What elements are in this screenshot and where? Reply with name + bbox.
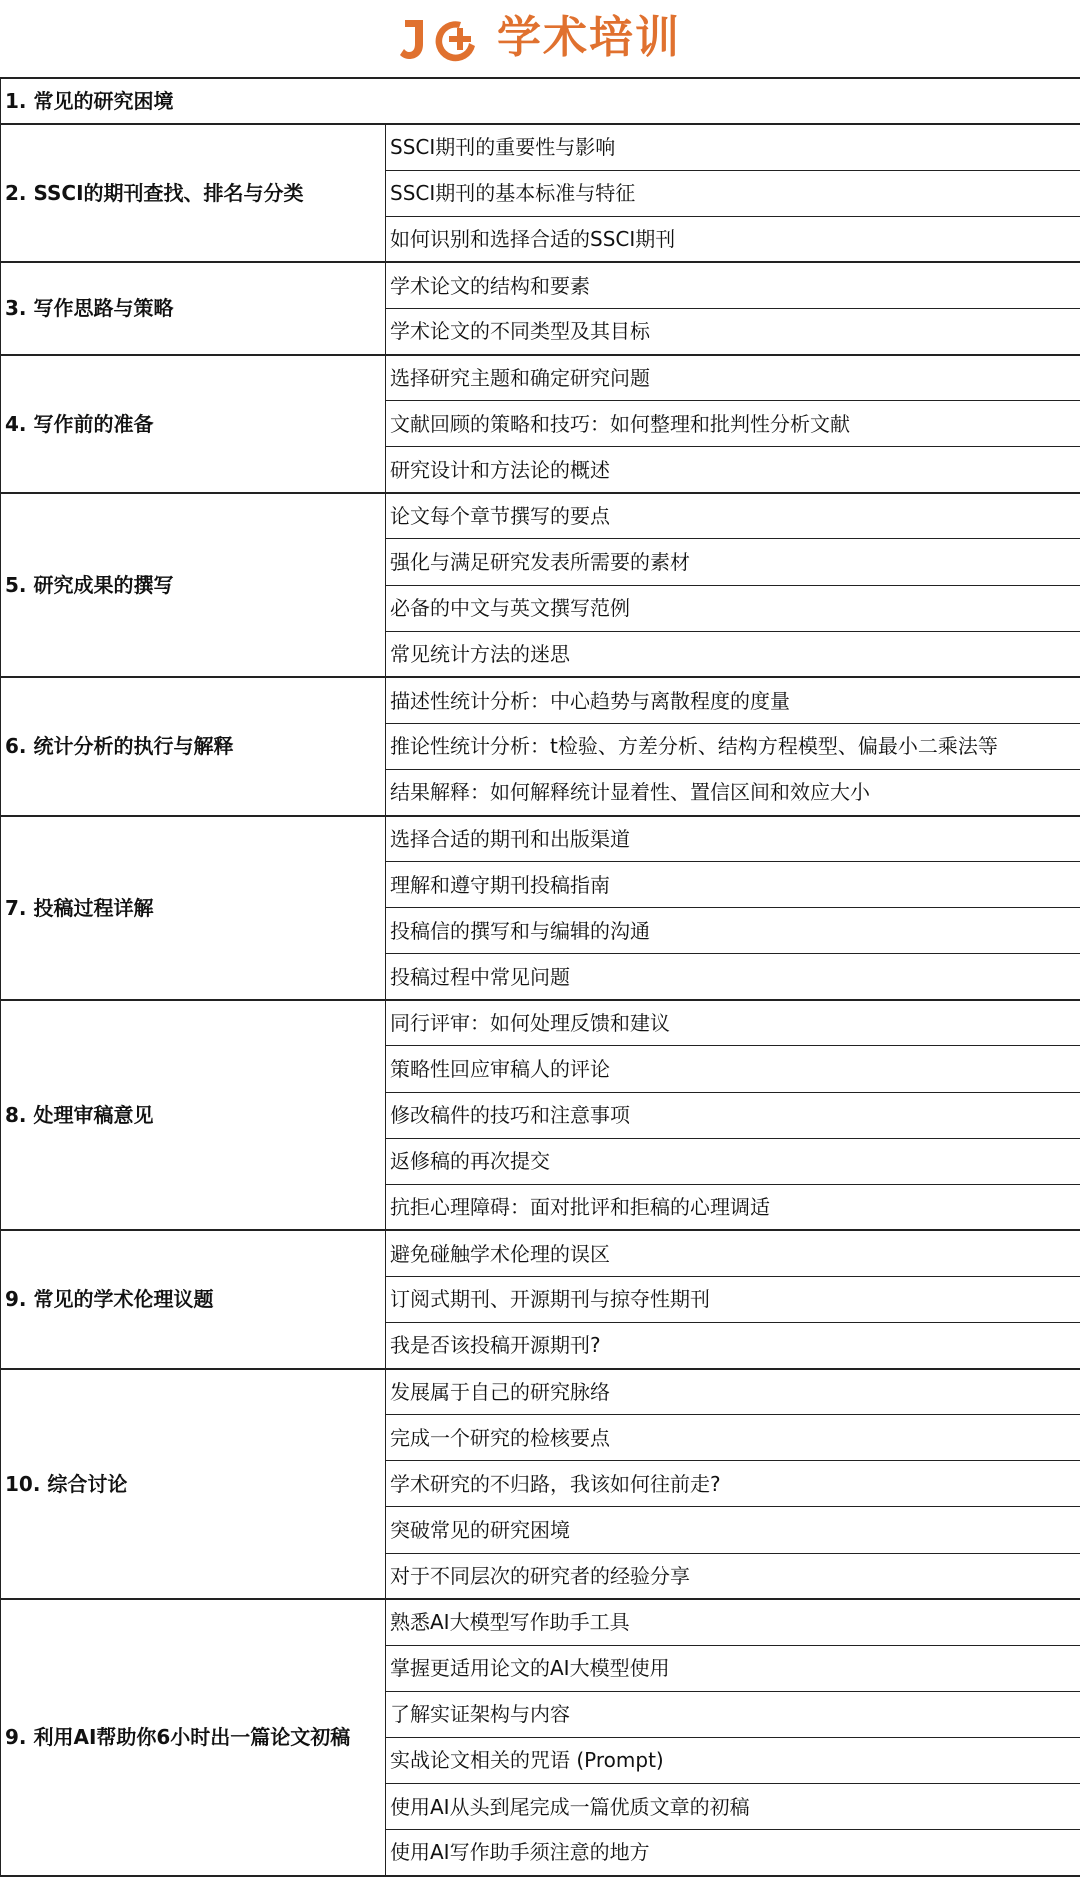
topic-item: 文献回顾的策略和技巧：如何整理和批判性分析文献	[386, 401, 1080, 447]
topic-item: 必备的中文与英文撰写范例	[386, 585, 1080, 631]
topic-item: 学术研究的不归路，我该如何往前走?	[386, 1461, 1080, 1507]
topic-row	[1, 1230, 1080, 1276]
jg-logo-icon	[399, 12, 489, 64]
brand-title: 学术培训	[497, 12, 681, 63]
topic-item: 突破常见的研究困境	[386, 1507, 1080, 1553]
topic-item: SSCI期刊的基本标准与特征	[386, 170, 1080, 216]
topic-item: 推论性统计分析：t检验、方差分析、结构方程模型、偏最小二乘法等	[386, 723, 1080, 769]
topic-item: 理解和遵守期刊投稿指南	[386, 862, 1080, 908]
topic-item: 修改稿件的技巧和注意事项	[386, 1092, 1080, 1138]
topic-item: 描述性统计分析：中心趋势与离散程度的度量	[386, 677, 1080, 723]
topic-item: 选择合适的期刊和出版渠道	[386, 816, 1080, 862]
section-title: 1. 常见的研究困境	[5, 89, 174, 114]
topic-item: 熟悉AI大模型写作助手工具	[386, 1599, 1080, 1645]
topic-item: 如何识别和选择合适的SSCI期刊	[390, 227, 676, 252]
topic-item: 使用AI写作助手须注意的地方	[390, 1840, 650, 1865]
section-title: 6. 统计分析的执行与解释	[1, 677, 386, 815]
section-title: 9. 利用AI帮助你6小时出一篇论文初稿	[1, 1599, 386, 1876]
topic-item: 常见统计方法的迷思	[390, 641, 570, 666]
topic-item: 我是否该投稿开源期刊?	[390, 1333, 601, 1358]
section-title: 5. 研究成果的撰写	[1, 493, 386, 677]
section-title: 4. 写作前的准备	[1, 355, 386, 493]
topic-item: 论文每个章节撰写的要点	[386, 493, 1080, 539]
topic-row	[1, 262, 1080, 308]
topic-row	[1, 355, 1080, 401]
topic-item: 投稿过程中常见问题	[390, 964, 570, 989]
topic-row	[1, 1369, 1080, 1415]
topic-item: 策略性回应审稿人的评论	[386, 1046, 1080, 1092]
section-row	[1, 78, 1080, 124]
section-title: 10. 综合讨论	[1, 1369, 386, 1599]
topic-item: 掌握更适用论文的AI大模型使用	[386, 1645, 1080, 1691]
topic-item: 返修稿的再次提交	[386, 1138, 1080, 1184]
topic-item: 实战论文相关的咒语 (Prompt)	[386, 1737, 1080, 1783]
topic-item: 学术论文的不同类型及其目标	[390, 319, 650, 344]
section-title: 8. 处理审稿意见	[1, 1000, 386, 1230]
topic-item: 研究设计和方法论的概述	[390, 457, 610, 482]
topic-item: 投稿信的撰写和与编辑的沟通	[386, 908, 1080, 954]
section-title: 7. 投稿过程详解	[1, 816, 386, 1000]
topic-row	[1, 677, 1080, 723]
section-title: 2. SSCI的期刊查找、排名与分类	[1, 124, 386, 262]
topic-row	[1, 1000, 1080, 1046]
topic-item: 抗拒心理障碍：面对批评和拒稿的心理调适	[390, 1195, 770, 1220]
topic-item: 强化与满足研究发表所需要的素材	[386, 539, 1080, 585]
section-title: 9. 常见的学术伦理议题	[1, 1230, 386, 1368]
topic-item: 订阅式期刊、开源期刊与掠夺性期刊	[386, 1276, 1080, 1322]
topic-item: 选择研究主题和确定研究问题	[386, 355, 1080, 401]
section-title: 3. 写作思路与策略	[1, 262, 386, 354]
topic-item: 结果解释：如何解释统计显着性、置信区间和效应大小	[390, 780, 870, 805]
topic-item: 完成一个研究的检核要点	[386, 1415, 1080, 1461]
topic-row	[1, 816, 1080, 862]
topic-item: 了解实证架构与内容	[386, 1691, 1080, 1737]
topic-row	[1, 1599, 1080, 1645]
topic-item: 使用AI从头到尾完成一篇优质文章的初稿	[386, 1783, 1080, 1829]
topic-item: 发展属于自己的研究脉络	[386, 1369, 1080, 1415]
topic-item: 对于不同层次的研究者的经验分享	[390, 1563, 690, 1588]
course-outline-table	[0, 77, 1080, 1877]
header	[0, 0, 1080, 76]
topic-item: 同行评审：如何处理反馈和建议	[386, 1000, 1080, 1046]
topic-row	[1, 493, 1080, 539]
topic-row	[1, 124, 1080, 170]
brand-logo	[399, 12, 681, 64]
topic-item: SSCI期刊的重要性与影响	[386, 124, 1080, 170]
topic-item: 学术论文的结构和要素	[386, 262, 1080, 308]
topic-item: 避免碰触学术伦理的误区	[386, 1230, 1080, 1276]
